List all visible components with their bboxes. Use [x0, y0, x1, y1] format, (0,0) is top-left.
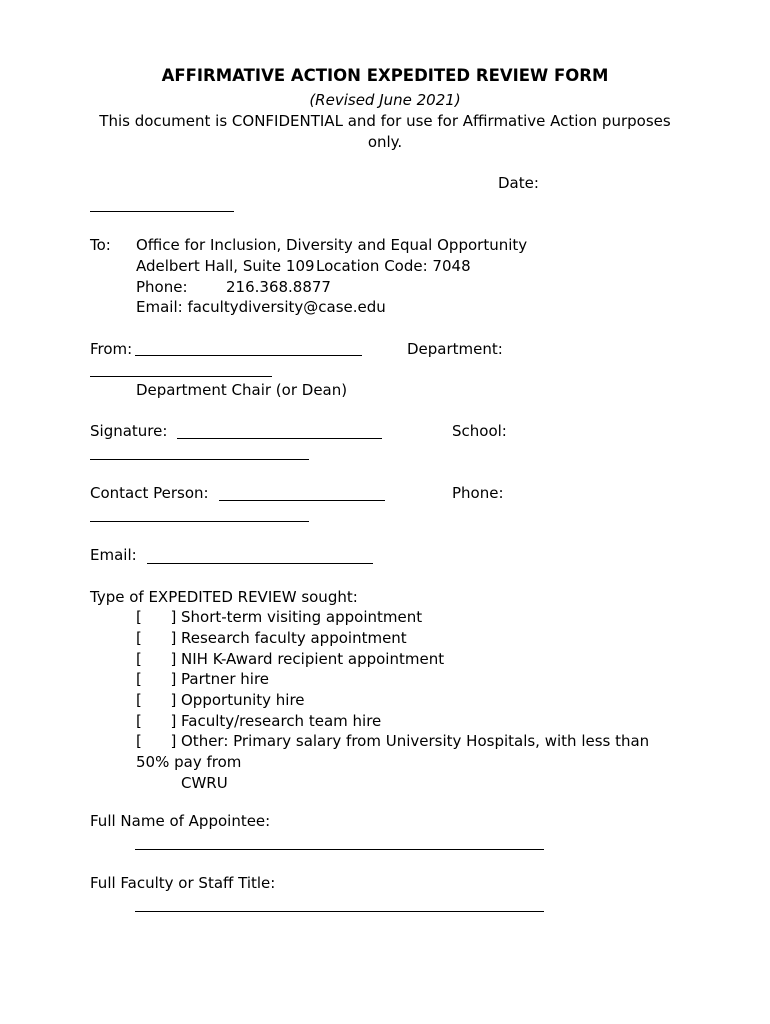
to-office: Office for Inclusion, Diversity and Equal Opportunity — [136, 236, 528, 254]
to-label: To: — [90, 236, 111, 254]
school-field-line[interactable] — [90, 459, 309, 460]
confidential-notice-line2: only. — [367, 133, 403, 151]
checkbox-short-term-visiting[interactable]: [ ] Short-term visiting appointment — [136, 608, 423, 626]
phone-label: Phone: — [452, 484, 504, 502]
review-type-heading: Type of EXPEDITED REVIEW sought: — [90, 588, 358, 606]
signature-field-line[interactable] — [177, 438, 382, 439]
department-field-line[interactable] — [90, 376, 272, 377]
checkbox-opportunity-hire[interactable]: [ ] Opportunity hire — [136, 691, 305, 709]
contact-person-label: Contact Person: — [90, 484, 209, 502]
option-label: Faculty/research team hire — [181, 712, 382, 730]
checkbox-nih-k-award[interactable]: [ ] NIH K-Award recipient appointment — [136, 650, 445, 668]
phone-field-line[interactable] — [90, 521, 309, 522]
checkbox-partner-hire[interactable]: [ ] Partner hire — [136, 670, 270, 688]
from-label: From: — [90, 340, 133, 358]
checkbox-research-faculty[interactable]: [ ] Research faculty appointment — [136, 629, 407, 647]
signature-label: Signature: — [90, 422, 168, 440]
contact-person-field-line[interactable] — [219, 500, 385, 501]
from-field-line[interactable] — [135, 355, 362, 356]
to-phone: 216.368.8877 — [226, 278, 331, 296]
full-title-label: Full Faculty or Staff Title: — [90, 874, 276, 892]
full-name-label: Full Name of Appointee: — [90, 812, 271, 830]
revised-date: (Revised June 2021) — [309, 91, 461, 109]
department-label: Department: — [407, 340, 503, 358]
option-label: Partner hire — [181, 670, 270, 688]
date-label: Date: — [498, 174, 539, 192]
full-title-field-line[interactable] — [135, 911, 544, 912]
option-label: NIH K-Award recipient appointment — [181, 650, 445, 668]
to-address: Adelbert Hall, Suite 109 — [136, 257, 315, 275]
checkbox-other[interactable]: [ ] Other: Primary salary from University Hospitals, with less than — [136, 732, 650, 750]
to-phone-label: Phone: — [136, 278, 188, 296]
date-field-line[interactable] — [90, 211, 234, 212]
to-email: Email: facultydiversity@case.edu — [136, 298, 386, 316]
email-field-line[interactable] — [147, 563, 373, 564]
form-title: AFFIRMATIVE ACTION EXPEDITED REVIEW FORM — [161, 66, 609, 85]
full-name-field-line[interactable] — [135, 849, 544, 850]
to-location-code: Location Code: 7048 — [316, 257, 471, 275]
confidential-notice-line1: This document is CONFIDENTIAL and for use for Affirmative Action purposes — [99, 112, 671, 130]
other-continuation-2: CWRU — [181, 774, 228, 792]
option-label: Short-term visiting appointment — [181, 608, 423, 626]
email-label: Email: — [90, 546, 137, 564]
department-chair-caption: Department Chair (or Dean) — [136, 381, 348, 399]
option-label: Research faculty appointment — [181, 629, 407, 647]
option-label: Opportunity hire — [181, 691, 305, 709]
other-continuation-1: 50% pay from — [136, 753, 242, 771]
checkbox-team-hire[interactable]: [ ] Faculty/research team hire — [136, 712, 382, 730]
school-label: School: — [452, 422, 507, 440]
option-label: Other: Primary salary from University Hospitals, with less than — [181, 732, 650, 750]
